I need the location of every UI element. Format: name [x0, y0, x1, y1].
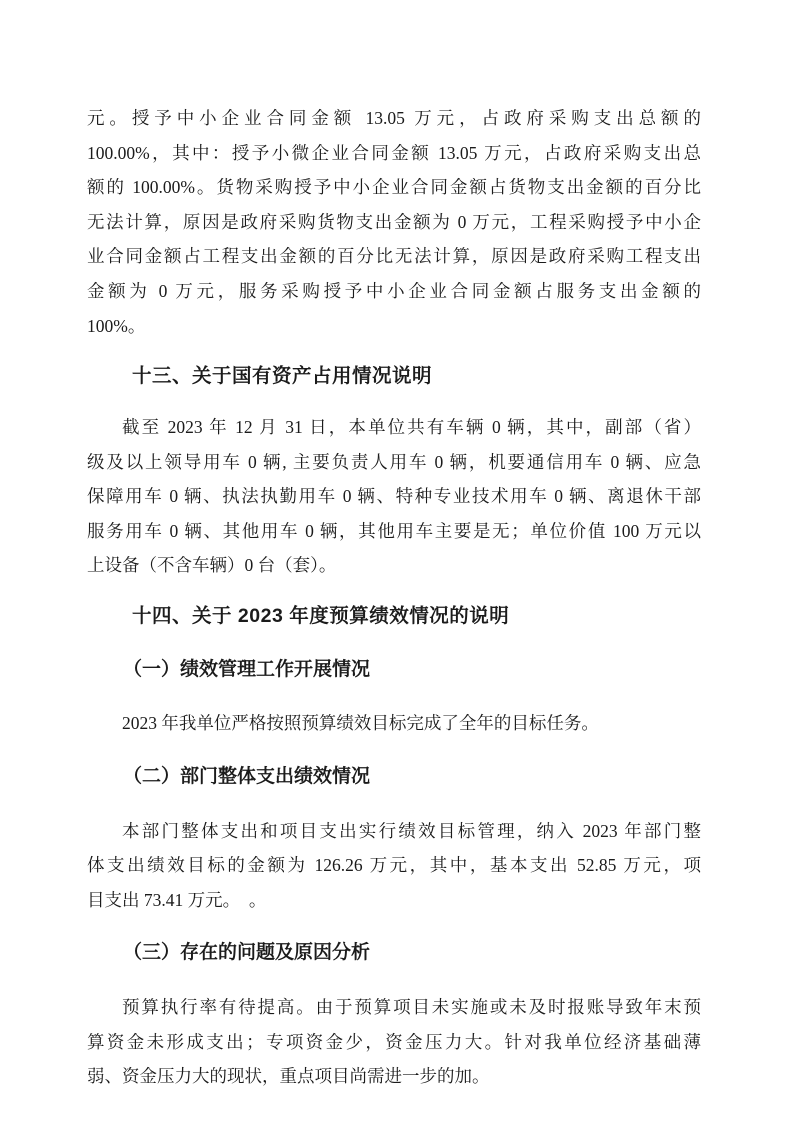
- section-14-heading: 十四、关于 2023 年度预算绩效情况的说明: [132, 605, 510, 628]
- section-13-paragraph-line: 级及以上领导用车 0 辆, 主要负责人用车 0 辆，机要通信用车 0 辆、应急: [87, 451, 701, 472]
- continuation-paragraph-line: 业合同金额占工程支出金额的百分比无法计算，原因是政府采购工程支出: [87, 246, 701, 267]
- continuation-paragraph-line: 金额为 0 万元，服务采购授予中小企业合同金额占服务支出金额的: [87, 280, 701, 301]
- section-14-subsection-2-paragraph-line: 体支出绩效目标的金额为 126.26 万元，其中，基本支出 52.85 万元，项: [87, 855, 701, 876]
- document-content: [87, 101, 701, 1094]
- continuation-paragraph-line: 100%。: [87, 315, 146, 336]
- continuation-paragraph-line: 无法计算，原因是政府采购货物支出金额为 0 万元，工程采购授予中小企: [87, 211, 701, 232]
- section-14-subsection-3-heading: （三）存在的问题及原因分析: [123, 942, 371, 964]
- section-13-paragraph-line: 服务用车 0 辆、其他用车 0 辆，其他用车主要是无；单位价值 100 万元以: [87, 520, 701, 541]
- section-14-subsection-2-heading: （二）部门整体支出绩效情况: [123, 766, 371, 788]
- continuation-paragraph-line: 元。授予中小企业合同金额 13.05 万元，占政府采购支出总额的: [87, 108, 701, 128]
- section-14-subsection-1-paragraph-line: 2023 年我单位严格按照预算绩效目标完成了全年的目标任务。: [122, 713, 599, 734]
- section-13-paragraph-line: 保障用车 0 辆、执法执勤用车 0 辆、特种专业技术用车 0 辆、离退休干部: [87, 486, 701, 507]
- section-14-subsection-2-paragraph-line: 本部门整体支出和项目支出实行绩效目标管理，纳入 2023 年部门整: [122, 820, 701, 841]
- section-14-subsection-1-heading: （一）绩效管理工作开展情况: [123, 658, 371, 680]
- section-14-subsection-3-paragraph-line: 弱、资金压力大的现状，重点项目尚需进一步的加。: [87, 1066, 490, 1087]
- section-13-paragraph-line: 上设备（不含车辆）0 台（套）。: [87, 555, 337, 576]
- continuation-paragraph-line: 100.00%，其中：授予小微企业合同金额 13.05 万元，占政府采购支出总: [87, 142, 701, 163]
- section-14-subsection-3-paragraph-line: 预算执行率有待提高。由于预算项目未实施或未及时报账导致年末预: [122, 996, 701, 1017]
- section-13-heading: 十三、关于国有资产占用情况说明: [132, 365, 433, 388]
- section-13-paragraph-line: 截至 2023 年 12 月 31 日，本单位共有车辆 0 辆，其中，副部（省）: [122, 417, 701, 438]
- continuation-paragraph-line: 额的 100.00%。货物采购授予中小企业合同金额占货物支出金额的百分比: [87, 177, 701, 198]
- section-14-subsection-2-paragraph-line: 目支出 73.41 万元。 。: [87, 889, 267, 910]
- section-14-subsection-3-paragraph-line: 算资金未形成支出；专项资金少，资金压力大。针对我单位经济基础薄: [87, 1031, 701, 1052]
